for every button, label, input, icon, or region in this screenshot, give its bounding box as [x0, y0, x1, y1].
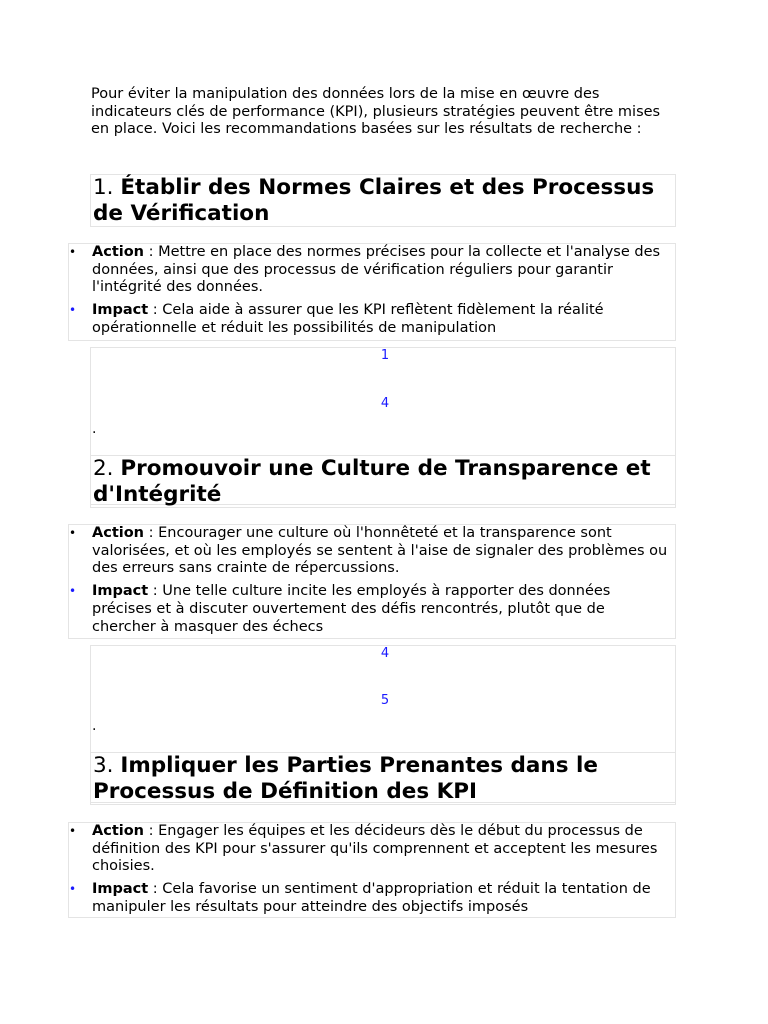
bullet-icon: • [69, 882, 77, 897]
citation-link[interactable]: 4 [380, 646, 390, 661]
bullet-icon: • [69, 303, 77, 318]
section-1-action-label: Action [92, 244, 145, 260]
section-2-impact-label: Impact [92, 583, 149, 600]
section-2-action-item [69, 525, 675, 578]
section-3-heading [90, 752, 676, 805]
citation-link[interactable]: 5 [380, 693, 390, 708]
citation-link[interactable]: 1 [380, 348, 390, 363]
section-2-impact-text: : Une telle culture incite les employés à rapporter des données précises et à discuter ouvertement des défis rencontrés, plutôt que de chercher à masquer des échecs [92, 583, 611, 635]
intro-paragraph: Pour éviter la manipulation des données lors de la mise en œuvre des indicateurs clés de performance (KPI), plusieurs stratégies peuvent être mises en place. Voici les recommandations basées sur les résultats de recherche : [91, 86, 661, 138]
section-3-list [68, 822, 676, 918]
section-3-title: Impliquer les Parties Prenantes dans le Processus de Définition des KPI [93, 753, 598, 804]
section-1-heading [90, 174, 676, 227]
bullet-icon: • [69, 824, 77, 838]
citation-link[interactable]: 4 [380, 396, 390, 411]
section-1-title: Établir des Normes Claires et des Processus de Vérification [93, 175, 655, 226]
section-3-action-text: : Engager les équipes et les décideurs dès le début du processus de définition des KPI pour s'assurer qu'ils comprennent et acceptent les mesures choisies. [92, 823, 658, 875]
bullet-icon: • [69, 584, 77, 599]
section-3-number: 3. [93, 753, 114, 778]
bullet-icon: • [69, 526, 77, 540]
section-3-action-label: Action [92, 823, 145, 839]
section-3-impact-label: Impact [92, 881, 149, 898]
section-1-action-text: : Mettre en place des normes précises pour la collecte et l'analyse des données, ainsi que des processus de vérification réguliers pour garantir l'intégrité des données. [92, 244, 661, 296]
bullet-icon: • [69, 245, 77, 259]
section-1-number: 1. [93, 175, 114, 200]
section-2-title: Promouvoir une Culture de Transparence et d'Intégrité [93, 456, 651, 507]
section-2-action-label: Action [92, 525, 145, 541]
section-1-action-item [69, 244, 675, 297]
citation-period: . [92, 421, 97, 437]
section-1-impact-label: Impact [92, 302, 149, 319]
citation-period: . [92, 718, 97, 734]
section-3-impact-text: : Cela favorise un sentiment d'appropriation et réduit la tentation de manipuler les résultats pour atteindre des objectifs imposés [92, 881, 651, 915]
section-2-list [68, 524, 676, 639]
section-1-list [68, 243, 676, 341]
section-3-impact-item [69, 881, 675, 916]
section-1-impact-item [69, 302, 675, 337]
section-2-heading [90, 455, 676, 508]
section-2-impact-item [69, 583, 675, 636]
section-2-action-text: : Encourager une culture où l'honnêteté et la transparence sont valorisées, et où les employés se sentent à l'aise de signaler des problèmes ou des erreurs sans crainte de répercussions. [92, 525, 668, 577]
section-2-number: 2. [93, 456, 114, 481]
section-3-action-item [69, 823, 675, 876]
section-1-impact-text: : Cela aide à assurer que les KPI reflètent fidèlement la réalité opérationnelle et réduit les possibilités de manipulation [92, 302, 604, 336]
